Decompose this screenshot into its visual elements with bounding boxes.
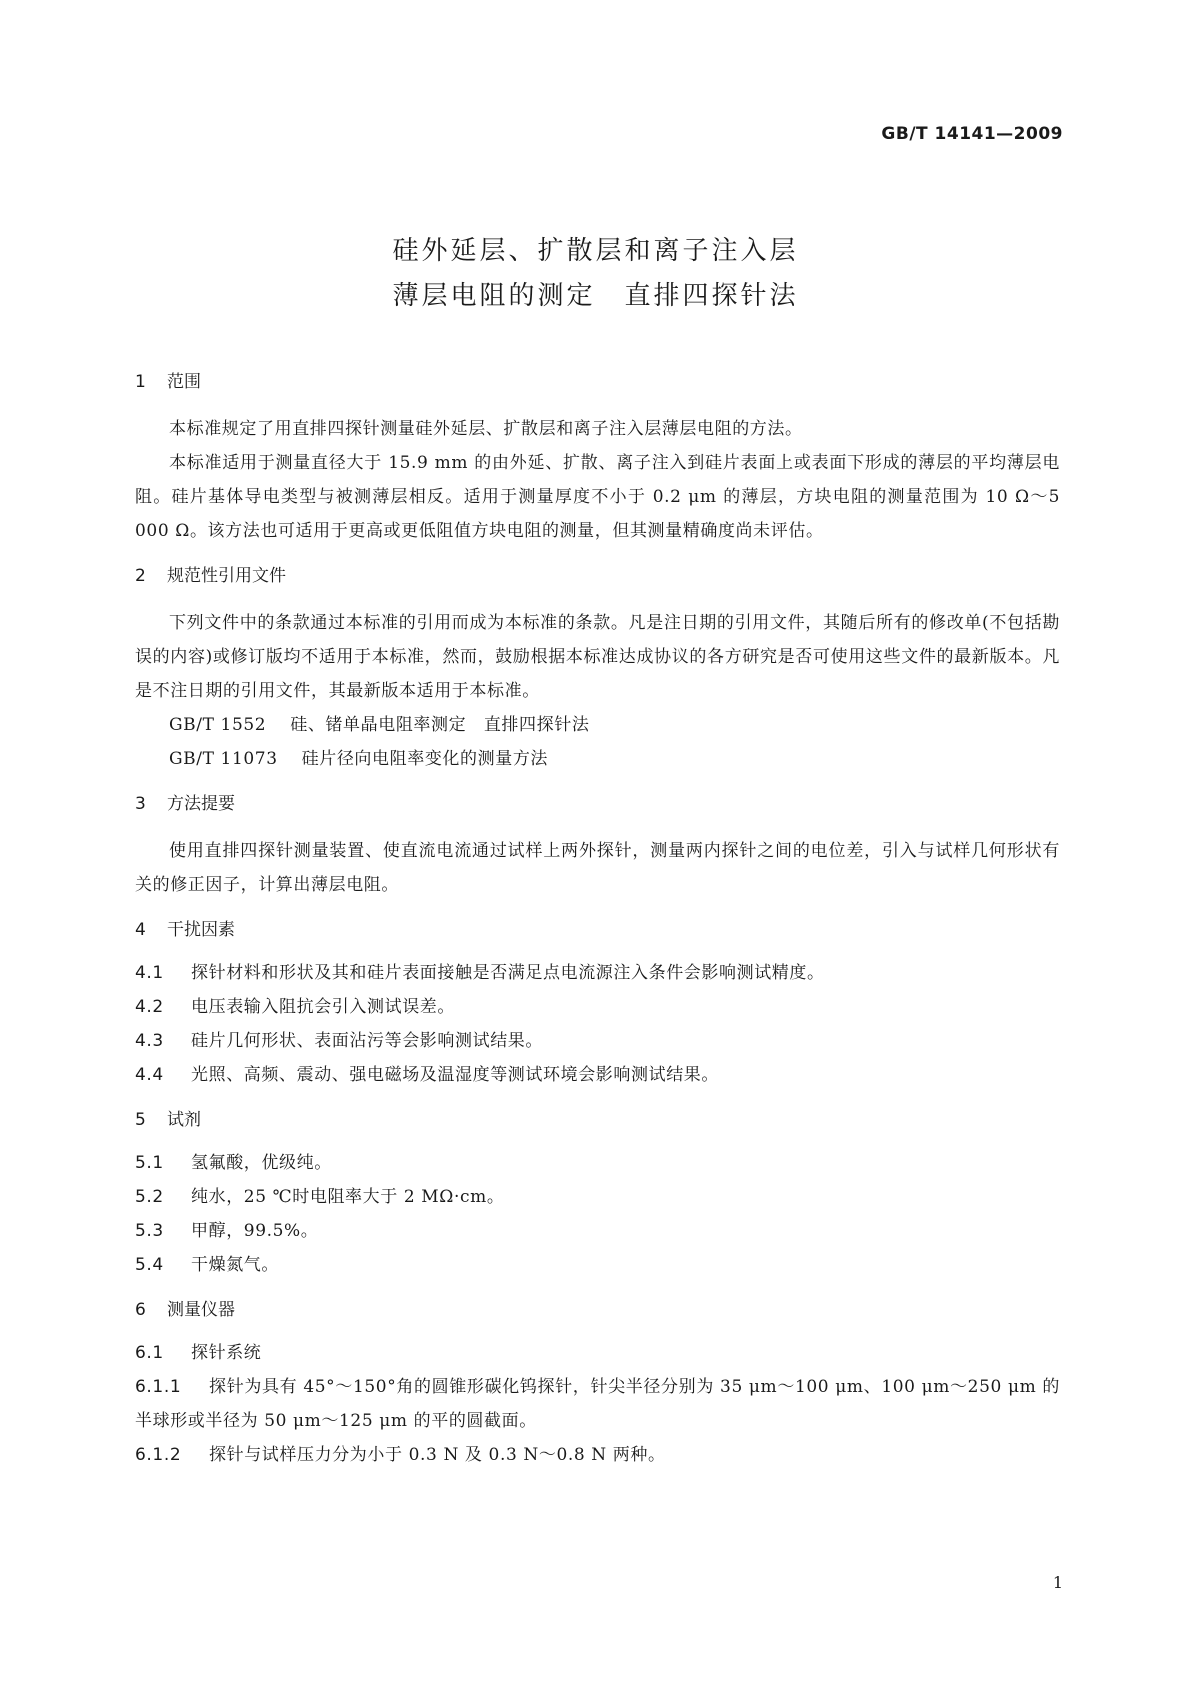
section-number: 3 — [135, 794, 146, 814]
section-title: 测量仪器 — [167, 1300, 235, 1320]
section-1-paragraph-2: 本标准适用于测量直径大于 15.9 mm 的由外延、扩散、离子注入到硅片表面上或表面下形成的薄层的平均薄层电阻。硅片基体导电类型与被测薄层相反。适用于测量厚度不小于 0.2 μm 的薄层，方块电阻的测量范围为 10 Ω～5 000 Ω。该方法也可适用于更高或更低阻值方块电阻的测量，但其测量精确度尚未评估。 — [135, 453, 1060, 541]
document-title-line-2: 薄层电阻的测定 直排四探针法 — [392, 281, 799, 311]
normative-reference — [135, 742, 1060, 776]
section-title: 规范性引用文件 — [167, 566, 286, 586]
reference-title: 硅片径向电阻率变化的测量方法 — [301, 749, 549, 769]
section-number: 6 — [135, 1300, 146, 1320]
clause-number: 6.1.1 — [135, 1377, 182, 1397]
reference-code: GB/T 11073 — [169, 749, 278, 769]
clause-number: 6.1.2 — [135, 1445, 182, 1465]
section-1-heading — [135, 370, 1060, 394]
section-title: 试剂 — [167, 1110, 201, 1130]
clause-text: 硅片几何形状、表面沾污等会影响测试结果。 — [191, 1031, 543, 1051]
section-2-heading — [135, 564, 1060, 588]
section-title: 范围 — [167, 372, 201, 392]
clause-text: 纯水，25 ℃时电阻率大于 2 MΩ·cm。 — [191, 1187, 505, 1207]
clause-item — [135, 956, 1060, 990]
clause-item — [135, 1146, 1060, 1180]
section-number: 4 — [135, 920, 146, 940]
section-number: 1 — [135, 372, 146, 392]
clause-item — [135, 1180, 1060, 1214]
section-number: 2 — [135, 566, 146, 586]
clause-text: 探针为具有 45°～150°角的圆锥形碳化钨探针，针尖半径分别为 35 μm～100 μm、100 μm～250 μm 的半球形或半径为 50 μm～125 μm 的平的圆截面。 — [135, 1377, 1060, 1431]
section-2-paragraph-1: 下列文件中的条款通过本标准的引用而成为本标准的条款。凡是注日期的引用文件，其随后所有的修改单(不包括勘误的内容)或修订版均不适用于本标准，然而，鼓励根据本标准达成协议的各方研究是否可使用这些文件的最新版本。凡是不注日期的引用文件，其最新版本适用于本标准。 — [135, 613, 1060, 701]
section-6-heading — [135, 1298, 1060, 1322]
clause-text: 氢氟酸，优级纯。 — [191, 1153, 332, 1173]
standard-code: GB/T 14141—2009 — [881, 124, 1063, 144]
clause-item — [135, 1336, 1060, 1370]
clause-item — [135, 1438, 1060, 1472]
clause-item — [135, 1058, 1060, 1092]
clause-item — [135, 1024, 1060, 1058]
section-1-paragraph-1: 本标准规定了用直排四探针测量硅外延层、扩散层和离子注入层薄层电阻的方法。 — [169, 419, 803, 439]
clause-text: 探针与试样压力分为小于 0.3 N 及 0.3 N～0.8 N 两种。 — [209, 1445, 666, 1465]
clause-item — [135, 990, 1060, 1024]
section-5-heading — [135, 1108, 1060, 1132]
clause-number: 4.2 — [135, 997, 164, 1017]
clause-text: 探针系统 — [191, 1343, 262, 1363]
section-3-paragraph-1: 使用直排四探针测量装置、使直流电流通过试样上两外探针，测量两内探针之间的电位差，引入与试样几何形状有关的修正因子，计算出薄层电阻。 — [135, 841, 1060, 895]
section-3-heading — [135, 792, 1060, 816]
clause-number: 5.1 — [135, 1153, 164, 1173]
clause-number: 4.1 — [135, 963, 164, 983]
reference-title: 硅、锗单晶电阻率测定 直排四探针法 — [290, 715, 590, 735]
section-title: 干扰因素 — [167, 920, 235, 940]
clause-item — [135, 1370, 1060, 1438]
section-number: 5 — [135, 1110, 146, 1130]
clause-item — [135, 1214, 1060, 1248]
document-body — [135, 370, 1060, 1472]
reference-code: GB/T 1552 — [169, 715, 267, 735]
page-number: 1 — [1052, 1573, 1063, 1592]
clause-item — [135, 1248, 1060, 1282]
section-title: 方法提要 — [167, 794, 235, 814]
normative-reference — [135, 708, 1060, 742]
section-4-heading — [135, 918, 1060, 942]
clause-number: 6.1 — [135, 1343, 164, 1363]
clause-text: 干燥氮气。 — [191, 1255, 279, 1275]
clause-text: 光照、高频、震动、强电磁场及温湿度等测试环境会影响测试结果。 — [191, 1065, 719, 1085]
clause-number: 5.3 — [135, 1221, 164, 1241]
clause-text: 探针材料和形状及其和硅片表面接触是否满足点电流源注入条件会影响测试精度。 — [191, 963, 825, 983]
clause-number: 5.2 — [135, 1187, 164, 1207]
clause-number: 4.3 — [135, 1031, 164, 1051]
clause-text: 甲醇，99.5%。 — [191, 1221, 319, 1241]
clause-text: 电压表输入阻抗会引入测试误差。 — [191, 997, 455, 1017]
clause-number: 4.4 — [135, 1065, 164, 1085]
document-title-line-1: 硅外延层、扩散层和离子注入层 — [392, 236, 799, 266]
clause-number: 5.4 — [135, 1255, 164, 1275]
